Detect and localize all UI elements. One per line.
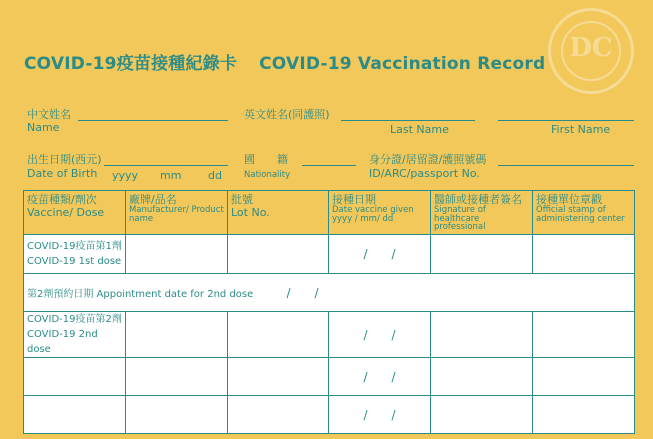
header-manufacturer (126, 191, 228, 235)
header-en: Vaccine/ Dose (27, 206, 105, 219)
header-zh: 疫苗種類/劑次 (27, 193, 97, 206)
first-name-field[interactable] (498, 120, 634, 121)
header-zh: 廠牌/品名 (129, 193, 177, 206)
extra2-vaccine-cell[interactable] (24, 395, 126, 433)
card-title (24, 49, 545, 74)
header-lot-no (228, 191, 329, 235)
extra2-signature-cell[interactable] (431, 395, 533, 433)
dose1-signature-cell[interactable] (431, 234, 533, 273)
header-zh: 接種日期 (332, 193, 376, 206)
id-field[interactable] (498, 165, 634, 166)
dose2-label-en: COVID-19 2nd dose (27, 328, 98, 355)
dose2-date-cell[interactable]: / / (329, 311, 431, 357)
watermark-seal (548, 8, 634, 94)
header-signature (431, 191, 533, 235)
header-zh: 接種單位章戳 (536, 193, 602, 206)
extra1-manufacturer-cell[interactable] (126, 357, 228, 395)
extra1-signature-cell[interactable] (431, 357, 533, 395)
chinese-name-label (27, 108, 71, 134)
first-name-label: First Name (551, 123, 611, 136)
header-zh: 醫師或接種者簽名 (434, 193, 522, 206)
header-stamp (533, 191, 635, 235)
header-en: Manufacturer/ Product name (129, 205, 224, 224)
header-en: Official stamp of administering center (536, 205, 625, 224)
last-name-field[interactable] (341, 120, 475, 121)
english-name-label: 英文姓名(同護照) (244, 108, 330, 121)
dose2-label-zh: COVID-19疫苗第2劑 (27, 313, 122, 325)
dose2-signature-cell[interactable] (431, 311, 533, 357)
vaccination-table (23, 190, 635, 434)
dose2-label (24, 311, 126, 357)
header-en: Date vaccine given yyyy / mm/ dd (332, 205, 414, 224)
table-header-row (24, 191, 635, 235)
dose1-label-zh: COVID-19疫苗第1劑 (27, 240, 122, 252)
dose2-lot-cell[interactable] (228, 311, 329, 357)
id-label-zh: 身分證/居留證/護照號碼 (369, 153, 487, 166)
title-english: COVID-19 Vaccination Record (259, 54, 546, 74)
appointment-cell[interactable] (24, 273, 635, 311)
dose1-label (24, 234, 126, 273)
header-en: Lot No. (231, 206, 270, 219)
chinese-name-field[interactable] (78, 120, 228, 121)
dose1-label-en: COVID-19 1st dose (27, 255, 122, 267)
last-name-label: Last Name (390, 123, 449, 136)
chinese-name-label-en: Name (27, 121, 60, 134)
dob-field[interactable] (104, 165, 228, 166)
dose2-manufacturer-cell[interactable] (126, 311, 228, 357)
table-row-extra1 (24, 357, 635, 395)
nationality-field[interactable] (302, 165, 356, 166)
table-row-appointment (24, 273, 635, 311)
extra1-stamp-cell[interactable] (533, 357, 635, 395)
header-vaccine-dose (24, 191, 126, 235)
chinese-name-label-zh: 中文姓名 (27, 108, 71, 121)
table-row-extra2 (24, 395, 635, 433)
dob-label-zh: 出生日期(西元) (27, 153, 102, 166)
extra2-manufacturer-cell[interactable] (126, 395, 228, 433)
extra1-date-cell[interactable]: / / (329, 357, 431, 395)
extra1-lot-cell[interactable] (228, 357, 329, 395)
header-zh: 批號 (231, 193, 253, 206)
title-chinese: COVID-19疫苗接種紀錄卡 (24, 54, 238, 74)
dose2-stamp-cell[interactable] (533, 311, 635, 357)
dob-label-en: Date of Birth (27, 167, 98, 180)
table-row-dose1 (24, 234, 635, 273)
dose1-manufacturer-cell[interactable] (126, 234, 228, 273)
nationality-label-en: Nationality (244, 170, 291, 180)
dose1-lot-cell[interactable] (228, 234, 329, 273)
extra2-date-cell[interactable]: / / (329, 395, 431, 433)
dob-mm: mm (160, 169, 182, 182)
seal-logo: DC (569, 33, 613, 63)
dose1-stamp-cell[interactable] (533, 234, 635, 273)
header-en: Signature of healthcare professional (434, 205, 486, 232)
appointment-date: / / (286, 285, 319, 300)
id-label-en: ID/ARC/passport No. (369, 167, 480, 180)
nationality-label-zh: 國 籍 (244, 153, 288, 166)
header-date-given (329, 191, 431, 235)
appointment-label: 第2劑預約日期 Appointment date for 2nd dose (27, 288, 254, 300)
extra1-vaccine-cell[interactable] (24, 357, 126, 395)
dob-yyyy: yyyy (112, 169, 139, 182)
dose1-date-cell[interactable]: / / (329, 234, 431, 273)
dob-dd: dd (208, 169, 222, 182)
extra2-lot-cell[interactable] (228, 395, 329, 433)
extra2-stamp-cell[interactable] (533, 395, 635, 433)
table-row-dose2 (24, 311, 635, 357)
